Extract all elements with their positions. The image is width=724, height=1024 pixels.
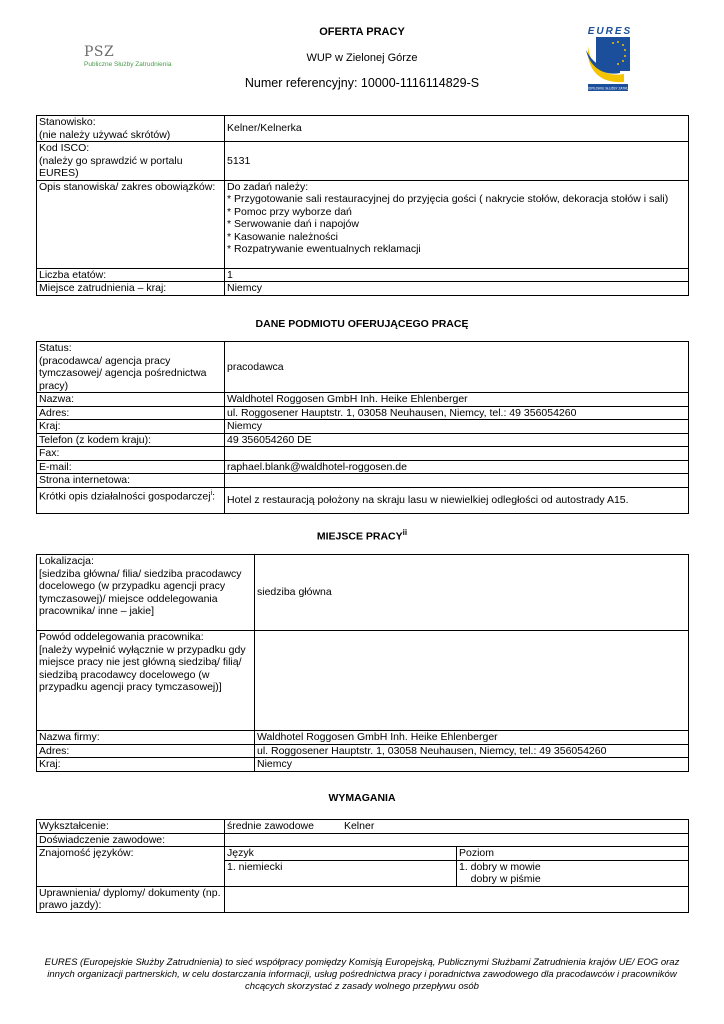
employer-table <box>36 341 689 514</box>
email-value[interactable]: raphael.blank@waldhotel-roggosen.de <box>225 460 689 474</box>
phone-value: 49 356054260 DE <box>225 433 689 447</box>
reference-number: Numer referencyjny: 10000-1116114829-S <box>244 76 480 90</box>
experience-label: Doświadczenie zawodowe: <box>37 833 225 847</box>
footnote-i: i <box>210 489 213 497</box>
location-label: Lokalizacja: [siedziba główna/ filia/ siedziba pracodawcy docelowego (w przypadku agencji pracy tymczasowej)/ miejsce oddelegowania pracownika/ inne – jakie] <box>37 555 255 631</box>
job-table <box>36 115 689 296</box>
workplace-table <box>36 554 689 772</box>
requirements-table <box>36 819 689 913</box>
location-value: siedziba główna <box>255 555 689 631</box>
workplace-country-label: Kraj: <box>37 758 255 772</box>
phone-label: Telefon (z kodem kraju): <box>37 433 225 447</box>
isco-label: Kod ISCO: (należy go sprawdzić w portalu EURES) <box>37 142 225 181</box>
website-value <box>225 474 689 488</box>
delegation-reason-value <box>255 631 689 731</box>
education-field: Kelner <box>343 820 375 832</box>
workplace-heading: MIEJSCE PRACY$^{ii}$ <box>316 528 408 543</box>
certificates-value <box>225 886 689 912</box>
workplace-address-value: ul. Roggosener Hauptstr. 1, 03058 Neuhausen, Niemcy, tel.: 49 356054260 <box>255 744 689 758</box>
employer-address-value: ul. Roggosener Hauptstr. 1, 03058 Neuhausen, Niemcy, tel.: 49 356054260 <box>225 406 689 420</box>
website-label: Strona internetowa: <box>37 474 225 488</box>
position-label: Stanowisko: (nie należy używać skrótów) <box>37 116 225 142</box>
employer-name-label: Nazwa: <box>37 393 225 407</box>
employer-country-value: Niemcy <box>225 420 689 434</box>
status-value: pracodawca <box>225 342 689 393</box>
level-col-header: Poziom <box>457 847 689 861</box>
psz-logo-text: PSZ <box>84 44 115 60</box>
workplace-country-value: Niemcy <box>255 758 689 772</box>
employer-address-label: Adres: <box>37 406 225 420</box>
delegation-reason-label: Powód oddelegowania pracownika: [należy wypełnić wyłącznie w przypadku gdy miejsce pracy nie jest główną siedzibą/ filią/ siedzibą pracodawcy docelowego (w przypadku agencji pracy tymczasowej)] <box>37 631 255 731</box>
psz-logo-subtext: Publiczne Służby Zatrudnienia <box>84 61 172 68</box>
requirements-heading: WYMAGANIA <box>328 792 396 804</box>
page-title: OFERTA PRACY <box>319 26 405 38</box>
email-label: E-mail: <box>37 460 225 474</box>
footnote-ii: ii <box>402 528 408 537</box>
fax-label: Fax: <box>37 447 225 461</box>
eures-logo-text: EURES <box>587 26 633 37</box>
position-value: Kelner/Kelnerka <box>225 116 689 142</box>
education-value: średnie zawodowe Kelner <box>225 820 689 834</box>
description-value: Do zadań należy: * Przygotowanie sali restauracyjnej do przyjęcia gości ( nakrycie stołów, dekoracja stołów i sali) * Pomoc przy wyborze dań * Serwowanie dań i napojów * Kasowanie należności * Rozpatrywanie ewentualnych reklamacji <box>225 180 689 268</box>
education-label: Wykształcenie: <box>37 820 225 834</box>
certificates-label: Uprawnienia/ dyplomy/ dokumenty (np. prawo jazdy): <box>37 886 225 912</box>
experience-value <box>225 833 689 847</box>
eures-logo-subtext: Łódź EUROPEJSKIE SŁUŻBY ZATRUDNIENIA <box>574 86 642 91</box>
employer-country-label: Kraj: <box>37 420 225 434</box>
posts-label: Liczba etatów: <box>37 268 225 282</box>
status-label: Status: (pracodawca/ agencja pracy tymczasowej/ agencja pośrednictwa pracy) <box>37 342 225 393</box>
languages-label: Znajomość języków: <box>37 847 225 887</box>
language-level: 1. dobry w mowie dobry w piśmie <box>457 860 689 886</box>
employment-place-label: Miejsce zatrudnienia – kraj: <box>37 282 225 296</box>
employer-heading: DANE PODMIOTU OFERUJĄCEGO PRACĘ <box>255 318 469 330</box>
employment-place-value: Niemcy <box>225 282 689 296</box>
eures-logo <box>574 24 642 92</box>
isco-value: 5131 <box>225 142 689 181</box>
employer-name-value: Waldhotel Roggosen GmbH Inh. Heike Ehlenberger <box>225 393 689 407</box>
posts-value: 1 <box>225 268 689 282</box>
language-name: 1. niemiecki <box>225 860 457 886</box>
language-col-header: Język <box>225 847 457 861</box>
company-name-label: Nazwa firmy: <box>37 731 255 745</box>
workplace-address-label: Adres: <box>37 744 255 758</box>
activity-label: Krótki opis działalności gospodarczej$^i$: <box>37 487 225 513</box>
company-name-value: Waldhotel Roggosen GmbH Inh. Heike Ehlenberger <box>255 731 689 745</box>
footer-note: EURES (Europejskie Służby Zatrudnienia) to sieć współpracy pomiędzy Komisją Europejską, Publicznymi Służbami Zatrudnienia krajów UE/ EOG oraz innych organizacji partnerskich, w celu dostarczania informacji, usług pośrednictwa pracy i poradnictwa zawodowego dla pracodawców i pracowników chcących skorzystać z zasady wolnego przepływu osób <box>44 957 680 992</box>
office-name: WUP w Zielonej Górze <box>306 52 418 64</box>
description-label: Opis stanowiska/ zakres obowiązków: <box>37 180 225 268</box>
fax-value <box>225 447 689 461</box>
activity-value: Hotel z restauracją położony na skraju lasu w niewielkiej odległości od autostrady A15. <box>225 487 689 513</box>
